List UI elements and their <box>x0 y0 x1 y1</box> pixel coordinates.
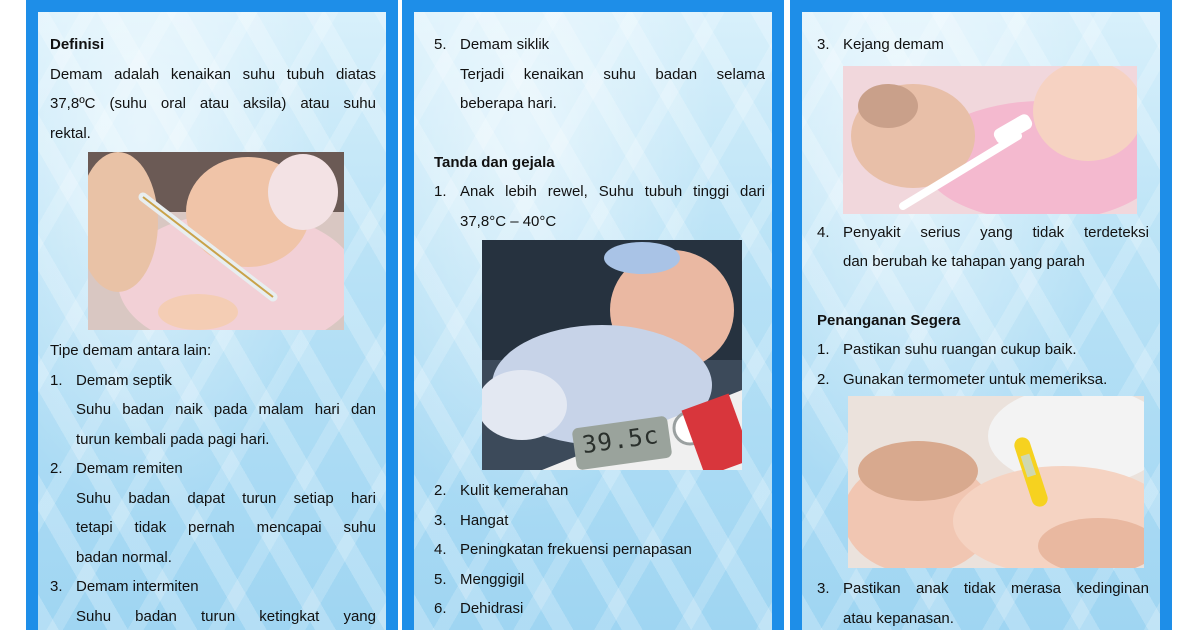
seizure-thermometer-photo <box>843 66 1137 214</box>
list-item-desc: Terjadi kenaikan suhu badan selama <box>460 65 765 83</box>
list-item-desc: atau kepanasan. <box>843 609 954 627</box>
list-item: 5. Menggigil <box>434 570 525 588</box>
definition-line-3: rektal. <box>50 124 91 142</box>
thermometer-display: 39.5c <box>580 420 661 460</box>
brochure-panel-2 <box>402 0 784 630</box>
list-item: 2. Gunakan termometer untuk memeriksa. <box>817 370 1108 388</box>
list-item: 4. Penyakit serius yang tidak terdeteksi <box>817 223 1149 241</box>
list-item-desc: Suhu badan naik pada malam hari dan <box>76 401 376 418</box>
list-item-desc: Suhu badan turun ketingkat yang <box>76 607 376 625</box>
list-item-desc: beberapa hari. <box>460 95 557 112</box>
types-intro: Tipe demam antara lain: <box>50 342 212 359</box>
list-item: 1. Pastikan suhu ruangan cukup baik. <box>817 341 1077 358</box>
baby-thermometer-photo <box>88 152 344 330</box>
list-item: 6. Dehidrasi <box>434 600 524 617</box>
list-item: 3. Hangat <box>434 511 509 529</box>
list-item: 1. Demam septik <box>50 371 172 389</box>
treatment-heading: Penanganan Segera <box>817 311 961 329</box>
list-item: 3. Kejang demam <box>817 36 944 53</box>
baby-armpit-thermometer-photo <box>848 396 1144 568</box>
definition-heading: Definisi <box>50 36 105 53</box>
panel-background <box>802 12 1160 630</box>
definition-line-2: 37,8ºC (suhu oral atau aksila) atau suhu <box>50 95 376 112</box>
list-item-desc: turun kembali pada pagi hari. <box>76 430 270 448</box>
list-item-desc: 37,8°C – 40°C <box>460 212 557 230</box>
brochure-panel-1 <box>26 0 398 630</box>
list-item: 3. Pastikan anak tidak merasa kedinginan <box>817 580 1149 597</box>
symptoms-heading: Tanda dan gejala <box>434 153 555 171</box>
crying-baby-thermometer-photo <box>482 240 742 470</box>
brochure-panel-3 <box>790 0 1172 630</box>
list-item: 1. Anak lebih rewel, Suhu tubuh tinggi dari <box>434 183 765 200</box>
definition-line-1: Demam adalah kenaikan suhu tubuh diatas <box>50 65 376 83</box>
list-item-desc: tetapi tidak pernah mencapai suhu <box>76 519 376 536</box>
list-item: 2. Kulit kemerahan <box>434 482 569 499</box>
panel-background <box>414 12 772 630</box>
list-item: 2. Demam remiten <box>50 460 183 477</box>
list-item-desc: Suhu badan dapat turun setiap hari <box>76 489 376 507</box>
list-item: 3. Demam intermiten <box>50 578 199 595</box>
list-item: 5. Demam siklik <box>434 36 550 53</box>
panel-background <box>38 12 386 630</box>
list-item-desc: badan normal. <box>76 548 172 566</box>
list-item: 4. Peningkatan frekuensi pernapasan <box>434 541 692 558</box>
list-item-desc: dan berubah ke tahapan yang parah <box>843 253 1085 270</box>
